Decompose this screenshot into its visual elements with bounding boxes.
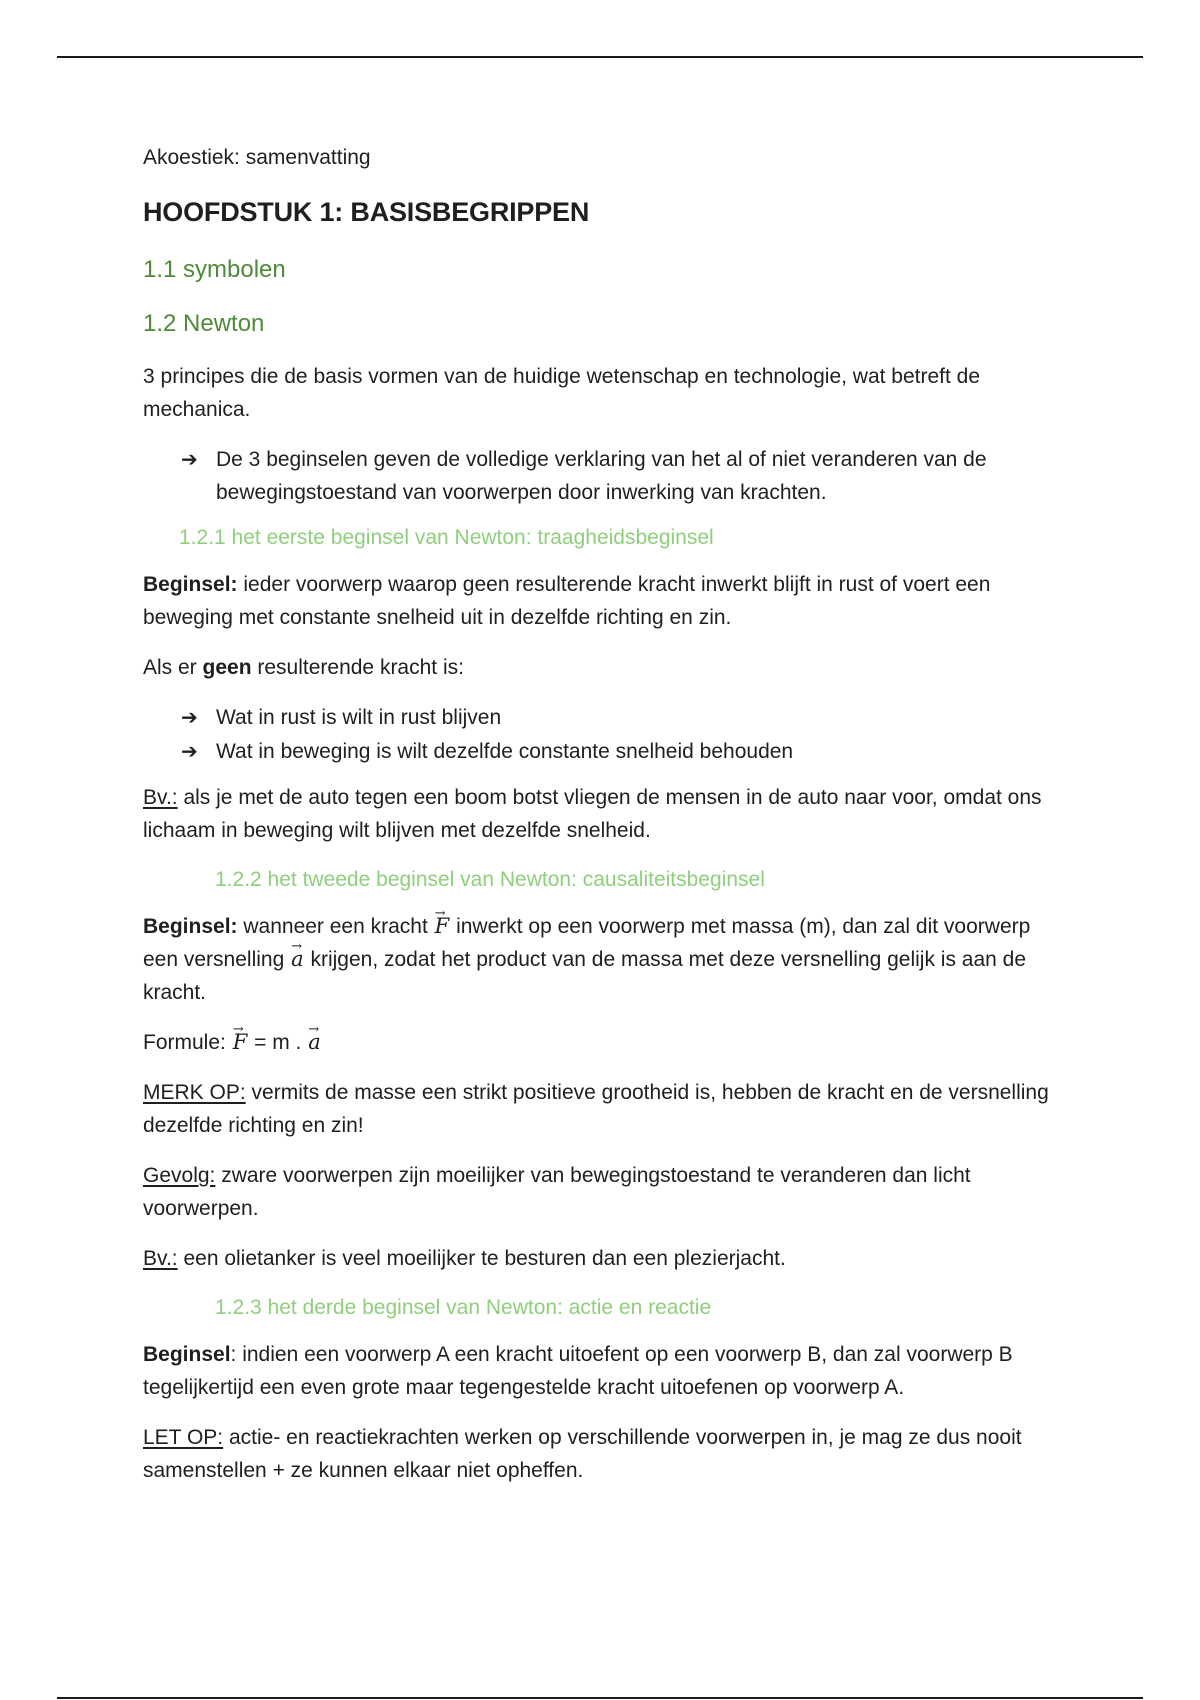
section-heading-1-1: 1.1 symbolen [143,256,286,283]
list-item: ➔ De 3 beginselen geven de volledige verklaring van het al of niet veranderen van de bewegingstoestand van voorwerpen door inwerking van krachten. [143,443,1063,509]
second-law-consequence: Gevolg: zware voorwerpen zijn moeilijker van bewegingstoestand te veranderen dan licht voorwerpen. [143,1164,971,1220]
third-law-principle: Beginsel: indien een voorwerp A een kracht uitoefent op een voorwerp B, dan zal voorwerp B tegelijkertijd een even grote maar tegengestelde kracht uitoefenen op voorwerp A. [143,1343,1013,1399]
list-item: ➔ Wat in rust is wilt in rust blijven [143,701,1063,734]
first-law-example: Bv.: als je met de auto tegen een boom botst vliegen de mensen in de auto naar voor, omdat ons lichaam in beweging wilt blijven met dezelfde snelheid. [143,786,1042,842]
force-vector-symbol: → F [434,910,451,943]
acceleration-vector-symbol: → a [290,943,305,976]
footer-rule [57,1697,1143,1699]
subsection-heading-1-2-3: 1.2.3 het derde beginsel van Newton: actie en reactie [215,1296,712,1319]
second-law-note: MERK OP: vermits de masse een strikt positieve grootheid is, hebben de kracht en de versnelling dezelfde richting en zin! [143,1081,1049,1137]
intro-bullet-list [143,443,1063,509]
list-item: ➔ Wat in beweging is wilt dezelfde constante snelheid behouden [143,735,1063,768]
arrow-right-icon: ➔ [181,447,198,471]
intro-paragraph: 3 principes die de basis vormen van de huidige wetenschap en technologie, wat betreft de mechanica. [143,365,981,421]
section-heading-1-2: 1.2 Newton [143,310,265,337]
third-law-warning: LET OP: actie- en reactiekrachten werken op verschillende voorwerpen in, je mag ze dus nooit samenstellen + ze kunnen elkaar niet opheffen. [143,1426,1022,1482]
arrow-right-icon: ➔ [181,739,198,763]
chapter-heading: HOOFDSTUK 1: BASISBEGRIPPEN [143,197,590,227]
arrow-right-icon: ➔ [181,705,198,729]
document-label: Akoestiek: samenvatting [143,146,371,169]
first-law-principle: Beginsel: ieder voorwerp waarop geen resulterende kracht inwerkt blijft in rust of voert een beweging met constante snelheid uit in dezelfde richting en zin. [143,573,991,629]
document-body [143,142,1063,1504]
no-force-paragraph: Als er geen resulterende kracht is: [143,656,464,679]
second-law-principle: Beginsel: wanneer een kracht → F inwerkt op een voorwerp met massa (m), dan zal dit voorwerp een versnelling → a krijgen, zodat het product van de massa met deze versnelling gelijk is aan de kracht. [143,910,1063,1009]
subsection-heading-1-2-1: 1.2.1 het eerste beginsel van Newton: traagheidsbeginsel [179,526,714,549]
second-law-example: Bv.: een olietanker is veel moeilijker te besturen dan een plezierjacht. [143,1247,786,1270]
first-law-bullet-list [143,701,1063,768]
header-rule [57,56,1143,58]
formula-line: Formule: → F = m . → a [143,1026,1063,1059]
subsection-heading-1-2-2: 1.2.2 het tweede beginsel van Newton: causaliteitsbeginsel [215,868,765,891]
